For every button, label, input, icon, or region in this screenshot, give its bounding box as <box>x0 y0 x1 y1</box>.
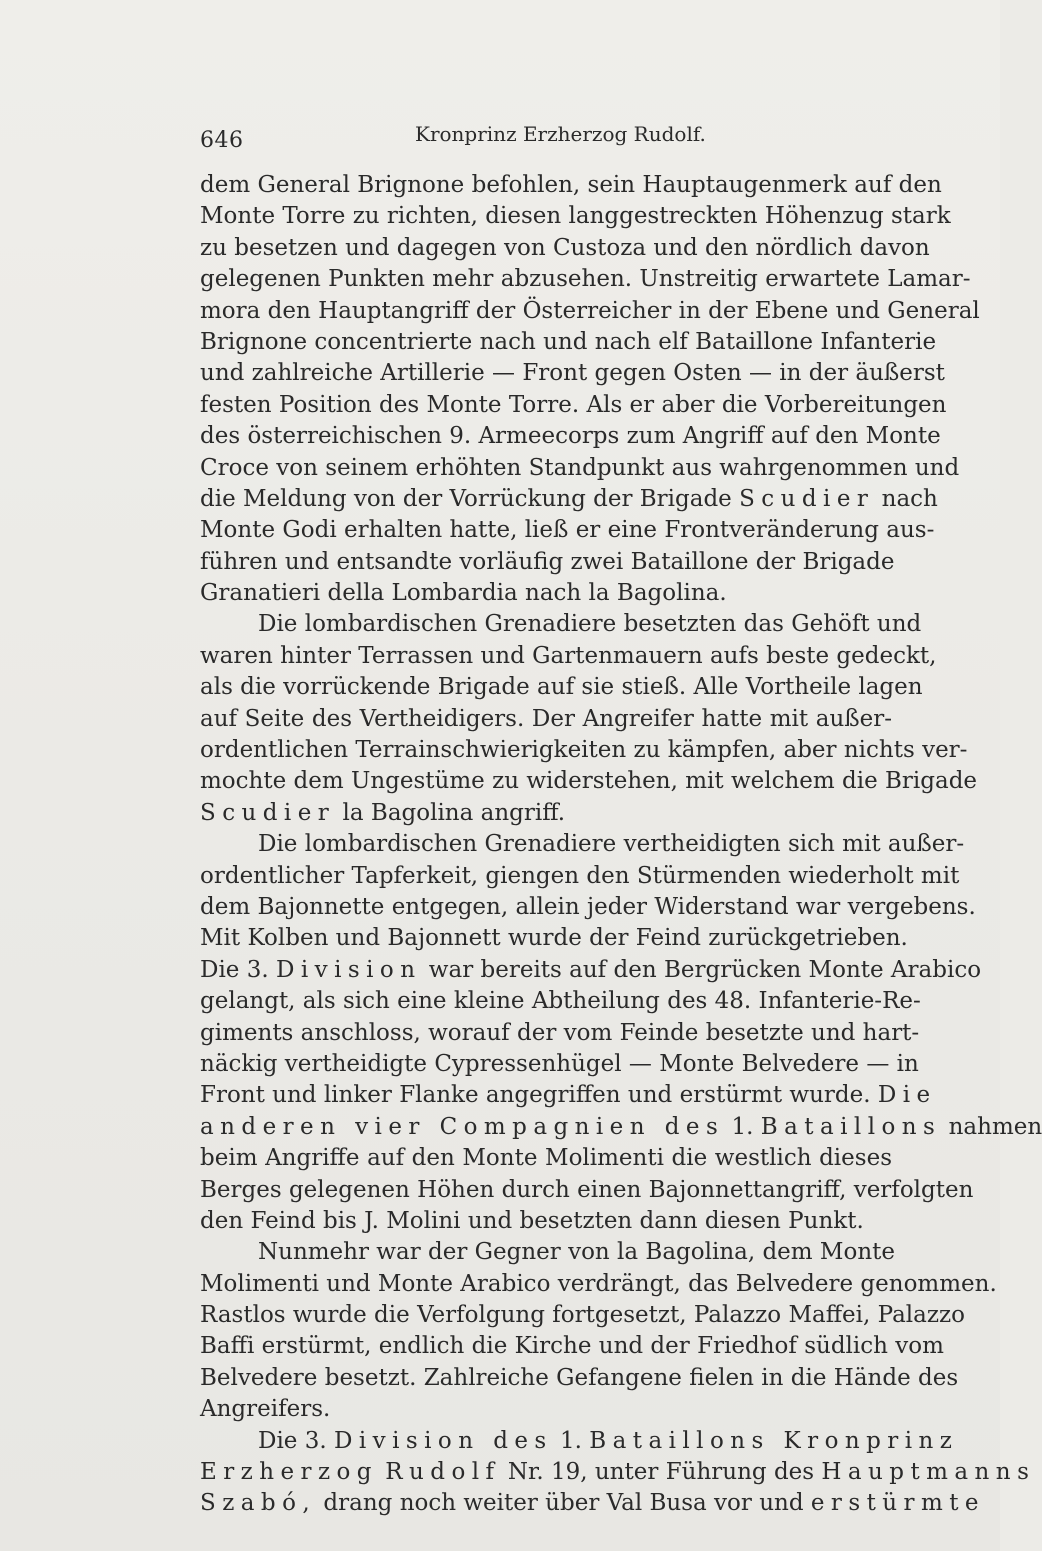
text-line: Belvedere besetzt. Zahlreiche Gefangene fielen in die Hände des <box>200 1364 959 1391</box>
text-line: auf Seite des Vertheidigers. Der Angreifer hatte mit außer- <box>200 705 892 732</box>
text-line: Mit Kolben und Bajonnett wurde der Feind zurückgetrieben. <box>200 925 908 952</box>
text-line: führen und entsandte vorläufig zwei Bataillone der Brigade <box>200 548 895 575</box>
text-line: Molimenti und Monte Arabico verdrängt, das Belvedere genommen. <box>200 1270 997 1297</box>
spaced-word: Die <box>877 1082 937 1109</box>
text-line: ordentlichen Terrainschwierigkeiten zu kämpfen, aber nichts ver- <box>200 737 968 764</box>
spaced-word: Division <box>275 956 422 983</box>
text-segment: war bereits auf den Bergrücken Monte Arabico <box>428 956 982 983</box>
text-line <box>200 1488 985 1519</box>
text-line: Granatieri della Lombardia nach la Bagolina. <box>200 580 727 607</box>
text-line: waren hinter Terrassen und Gartenmauern aufs beste gedeckt, <box>200 642 937 669</box>
spaced-word: Hauptmanns <box>821 1459 1036 1486</box>
text-line: Nunmehr war der Gegner von la Bagolina, dem Monte <box>258 1239 895 1266</box>
spaced-name: Rudolf <box>385 1459 501 1486</box>
text-line: Monte Godi erhalten hatte, ließ er eine Frontveränderung aus- <box>200 517 935 544</box>
text-line: den Feind bis J. Molini und besetzten dann diesen Punkt. <box>200 1207 864 1234</box>
text-line: gelangt, als sich eine kleine Abtheilung des 48. Infanterie-Re- <box>200 988 921 1015</box>
text-line <box>200 955 982 986</box>
spaced-name: Szabó, <box>200 1490 317 1517</box>
body-text <box>200 170 1042 1520</box>
text-segment: nahmen <box>948 1113 1042 1140</box>
text-segment: 1. <box>560 1427 582 1454</box>
text-segment: Nr. 19, unter Führung des <box>507 1459 815 1486</box>
text-line: Monte Torre zu richten, diesen langgestreckten Höhenzug stark <box>200 203 951 230</box>
text-line: und zahlreiche Artillerie — Front gegen Osten — in der äußerst <box>200 360 945 387</box>
text-line: als die vorrückende Brigade auf sie stieß. Alle Vortheile lagen <box>200 674 923 701</box>
text-line <box>200 484 938 515</box>
page-header <box>200 118 900 158</box>
spaced-name: Erzherzog <box>200 1459 378 1486</box>
text-line: näckig vertheidigte Cypressenhügel — Monte Belvedere — in <box>200 1050 919 1077</box>
text-line: ordentlicher Tapferkeit, giengen den Stürmenden wiederholt mit <box>200 862 960 889</box>
text-line: Rastlos wurde die Verfolgung fortgesetzt, Palazzo Maffei, Palazzo <box>200 1302 965 1329</box>
text-segment: drang noch weiter über Val Busa vor und <box>323 1490 804 1517</box>
text-line: beim Angriffe auf den Monte Molimenti die westlich dieses <box>200 1145 892 1172</box>
text-segment: Die 3. <box>258 1427 327 1454</box>
page-number: 646 <box>200 128 244 153</box>
text-segment: nach <box>881 485 938 512</box>
text-line <box>200 798 892 829</box>
text-segment: Front und linker Flanke angegriffen und erstürmt wurde. <box>200 1082 871 1109</box>
spaced-name: Scudier <box>200 799 336 826</box>
spaced-phrase: Division des <box>333 1427 553 1454</box>
text-line: festen Position des Monte Torre. Als er aber die Vorbereitungen <box>200 391 947 418</box>
text-line: giments anschloss, worauf der vom Feinde besetzte und hart- <box>200 1019 920 1046</box>
spaced-phrase: anderen vier Compagnien des <box>200 1113 725 1140</box>
text-line: Berges gelegenen Höhen durch einen Bajonnettangriff, verfolgten <box>200 1176 974 1203</box>
text-line: Die lombardischen Grenadiere besetzten das Gehöft und <box>258 611 922 638</box>
text-line <box>200 1426 959 1457</box>
spaced-word: Bataillons <box>760 1113 942 1140</box>
text-line: dem General Brignone befohlen, sein Hauptaugenmerk auf den <box>200 172 942 198</box>
text-segment: la Bagolina angriff. <box>342 799 566 826</box>
text-line <box>200 1112 1042 1143</box>
text-line: Angreifers. <box>200 1396 331 1423</box>
text-line: dem Bajonnette entgegen, allein jeder Widerstand war vergebens. <box>200 893 976 920</box>
text-line: des österreichischen 9. Armeecorps zum Angriff auf den Monte <box>200 423 941 450</box>
text-line <box>200 1457 1036 1488</box>
spaced-name: Scudier <box>739 485 875 512</box>
text-line: zu besetzen und dagegen von Custoza und den nördlich davon <box>200 234 930 261</box>
text-line: Brignone concentrierte nach und nach elf Bataillone Infanterie <box>200 328 937 355</box>
text-line <box>200 1080 937 1111</box>
spaced-word: erstürmte <box>810 1490 985 1517</box>
text-segment: Die 3. <box>200 956 269 983</box>
text-line: gelegenen Punkten mehr abzusehen. Unstreitig erwartete Lamar- <box>200 266 971 293</box>
text-segment: 1. <box>731 1113 754 1140</box>
text-line: Baffi erstürmt, endlich die Kirche und der Friedhof südlich vom <box>200 1333 944 1360</box>
text-line: mora den Hauptangriff der Österreicher in der Ebene und General <box>200 297 980 324</box>
running-title: Kronprinz Erzherzog Rudolf. <box>415 122 706 146</box>
text-line: Die lombardischen Grenadiere vertheidigten sich mit außer- <box>258 831 965 858</box>
text-line: Croce von seinem erhöhten Standpunkt aus wahrgenommen und <box>200 454 960 481</box>
text-segment: die Meldung von der Vorrückung der Brigade <box>200 485 732 512</box>
spaced-phrase: Bataillons Kronprinz <box>589 1427 959 1454</box>
text-line: mochte dem Ungestüme zu widerstehen, mit welchem die Brigade <box>200 768 978 795</box>
